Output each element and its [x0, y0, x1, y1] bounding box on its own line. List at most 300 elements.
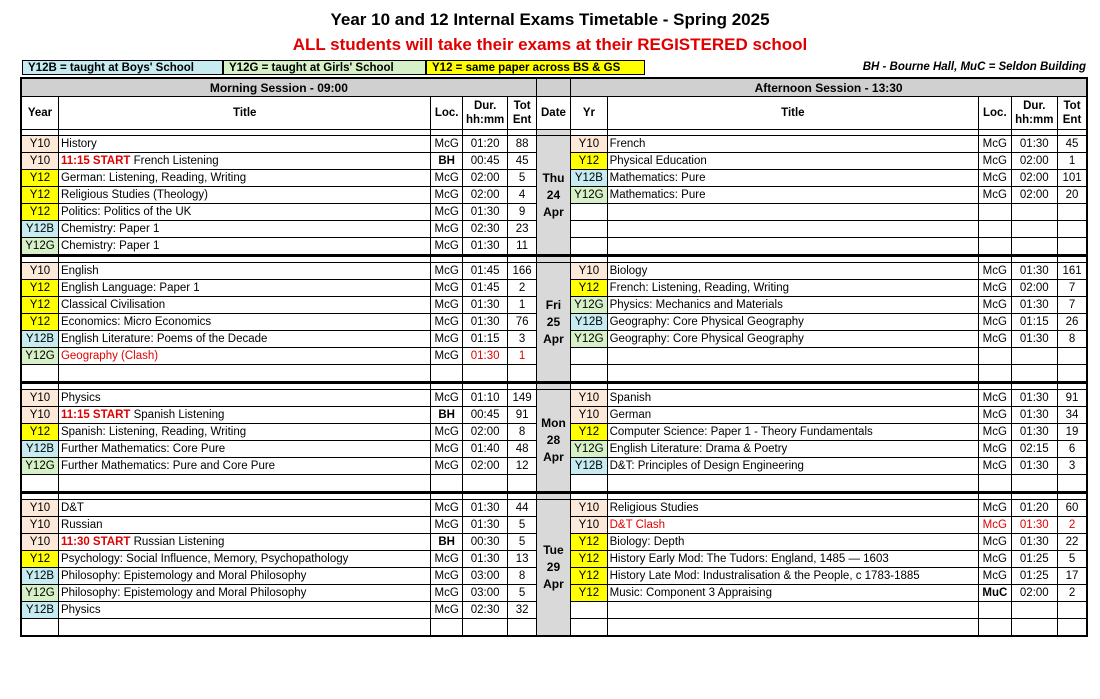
- am-location-cell: McG: [431, 424, 462, 441]
- pm-title-cell: Mathematics: Pure: [607, 187, 979, 204]
- am-title-text: Physics: [60, 392, 101, 404]
- pm-entries-cell: [1058, 602, 1087, 619]
- am-year-cell: Y12B: [21, 331, 58, 348]
- pm-duration-cell: 01:30: [1011, 458, 1058, 475]
- pm-location-cell: McG: [979, 458, 1011, 475]
- pm-title-cell: [607, 348, 979, 365]
- header-pm-loc: Loc.: [979, 97, 1011, 130]
- pm-duration-cell: [1011, 619, 1058, 637]
- pm-title-cell: Physical Education: [607, 153, 979, 170]
- am-duration-cell: [462, 365, 508, 383]
- pm-year-cell: Y12: [571, 568, 607, 585]
- am-title-cell: [58, 204, 431, 221]
- am-entries-cell: 4: [508, 187, 536, 204]
- column-header-row: [21, 97, 1087, 130]
- pm-entries-cell: 101: [1058, 170, 1087, 187]
- am-entries-cell: 45: [508, 153, 536, 170]
- am-duration-cell: 01:30: [462, 500, 508, 517]
- gap-cell: [536, 493, 570, 500]
- am-year-cell: Y10: [21, 390, 58, 407]
- pm-title-cell: [607, 204, 979, 221]
- gap-cell: [58, 256, 431, 263]
- am-title-text: Philosophy: Epistemology and Moral Philosophy: [60, 587, 307, 599]
- start-time-note: 11:15 START: [60, 155, 131, 167]
- am-entries-cell: 5: [508, 534, 536, 551]
- am-year-cell: Y12G: [21, 348, 58, 365]
- am-duration-cell: 01:45: [462, 280, 508, 297]
- pm-year-cell: [571, 619, 607, 637]
- am-year-cell: Y12B: [21, 602, 58, 619]
- morning-session-label: Morning Session - 09:00: [21, 78, 536, 97]
- am-title-text: Politics: Politics of the UK: [60, 206, 192, 218]
- pm-duration-cell: 01:30: [1011, 331, 1058, 348]
- pm-title-cell: English Literature: Drama & Poetry: [607, 441, 979, 458]
- am-year-cell: Y12: [21, 280, 58, 297]
- exam-row: [21, 136, 1087, 153]
- am-year-cell: Y10: [21, 407, 58, 424]
- am-duration-cell: 02:00: [462, 187, 508, 204]
- am-location-cell: McG: [431, 500, 462, 517]
- pm-title-cell: Biology: [607, 263, 979, 280]
- pm-year-cell: Y10: [571, 263, 607, 280]
- gap-cell: [1011, 493, 1058, 500]
- am-entries-cell: 8: [508, 568, 536, 585]
- pm-location-cell: [979, 221, 1011, 238]
- gap-cell: [508, 383, 536, 390]
- header-pm-dur: Dur. hh:mm: [1011, 97, 1058, 130]
- am-title-text: D&T: [60, 502, 84, 514]
- am-entries-cell: 88: [508, 136, 536, 153]
- am-location-cell: [431, 365, 462, 383]
- am-title-cell: [58, 390, 431, 407]
- am-title-text: French Listening: [130, 155, 219, 167]
- am-title-cell: [58, 551, 431, 568]
- pm-location-cell: [979, 238, 1011, 256]
- pm-year-cell: Y12G: [571, 441, 607, 458]
- pm-location-cell: McG: [979, 170, 1011, 187]
- pm-location-cell: [979, 204, 1011, 221]
- pm-duration-cell: [1011, 238, 1058, 256]
- pm-location-cell: McG: [979, 568, 1011, 585]
- pm-duration-cell: 02:15: [1011, 441, 1058, 458]
- pm-year-cell: Y12B: [571, 170, 607, 187]
- am-title-cell: [58, 475, 431, 493]
- am-year-cell: Y12: [21, 424, 58, 441]
- am-location-cell: McG: [431, 568, 462, 585]
- pm-location-cell: McG: [979, 280, 1011, 297]
- am-year-cell: Y10: [21, 263, 58, 280]
- am-year-cell: Y10: [21, 153, 58, 170]
- pm-entries-cell: [1058, 221, 1087, 238]
- pm-duration-cell: 01:30: [1011, 534, 1058, 551]
- pm-title-cell: Physics: Mechanics and Materials: [607, 297, 979, 314]
- am-entries-cell: 5: [508, 170, 536, 187]
- am-location-cell: McG: [431, 297, 462, 314]
- am-title-cell: [58, 187, 431, 204]
- legend-y12g: Y12G = taught at Girls' School: [223, 60, 426, 75]
- pm-title-cell: [607, 619, 979, 637]
- pm-entries-cell: [1058, 365, 1087, 383]
- pm-duration-cell: 01:30: [1011, 424, 1058, 441]
- pm-title-cell: Spanish: [607, 390, 979, 407]
- pm-duration-cell: 02:00: [1011, 585, 1058, 602]
- pm-location-cell: McG: [979, 187, 1011, 204]
- am-title-cell: [58, 619, 431, 637]
- am-title-cell: [58, 280, 431, 297]
- am-location-cell: McG: [431, 170, 462, 187]
- pm-year-cell: [571, 221, 607, 238]
- gap-cell: [21, 493, 58, 500]
- am-duration-cell: 01:30: [462, 297, 508, 314]
- pm-entries-cell: [1058, 348, 1087, 365]
- gap-cell: [508, 493, 536, 500]
- am-year-cell: Y12G: [21, 238, 58, 256]
- gap-cell: [1011, 383, 1058, 390]
- pm-duration-cell: 01:30: [1011, 136, 1058, 153]
- pm-year-cell: Y12B: [571, 314, 607, 331]
- am-year-cell: Y10: [21, 517, 58, 534]
- pm-title-cell: [607, 221, 979, 238]
- pm-entries-cell: [1058, 619, 1087, 637]
- am-title-text: Further Mathematics: Core Pure: [60, 443, 226, 455]
- am-location-cell: McG: [431, 314, 462, 331]
- am-title-text: Economics: Micro Economics: [60, 316, 212, 328]
- pm-year-cell: Y12: [571, 424, 607, 441]
- pm-location-cell: [979, 475, 1011, 493]
- am-title-text: English: [60, 265, 99, 277]
- pm-entries-cell: 22: [1058, 534, 1087, 551]
- am-year-cell: Y10: [21, 500, 58, 517]
- pm-location-cell: McG: [979, 407, 1011, 424]
- am-entries-cell: 149: [508, 390, 536, 407]
- pm-entries-cell: 8: [1058, 331, 1087, 348]
- header-pm-tot: Tot Ent: [1058, 97, 1087, 130]
- pm-year-cell: Y10: [571, 407, 607, 424]
- am-duration-cell: 02:30: [462, 602, 508, 619]
- am-duration-cell: 01:30: [462, 348, 508, 365]
- pm-duration-cell: [1011, 475, 1058, 493]
- pm-title-cell: Biology: Depth: [607, 534, 979, 551]
- pm-entries-cell: 26: [1058, 314, 1087, 331]
- pm-title-cell: D&T: Principles of Design Engineering: [607, 458, 979, 475]
- pm-location-cell: [979, 348, 1011, 365]
- pm-entries-cell: 34: [1058, 407, 1087, 424]
- am-duration-cell: 01:30: [462, 238, 508, 256]
- exam-row: [21, 500, 1087, 517]
- am-year-cell: Y12G: [21, 585, 58, 602]
- am-title-text: English Literature: Poems of the Decade: [60, 333, 268, 345]
- am-duration-cell: 02:00: [462, 424, 508, 441]
- am-duration-cell: 01:15: [462, 331, 508, 348]
- pm-entries-cell: 5: [1058, 551, 1087, 568]
- am-duration-cell: 03:00: [462, 568, 508, 585]
- am-year-cell: [21, 365, 58, 383]
- am-title-cell: [58, 568, 431, 585]
- am-title-text: Chemistry: Paper 1: [60, 240, 160, 252]
- pm-location-cell: McG: [979, 314, 1011, 331]
- am-entries-cell: [508, 365, 536, 383]
- header-am-loc: Loc.: [431, 97, 462, 130]
- page-subtitle: ALL students will take their exams at their REGISTERED school: [292, 35, 808, 54]
- am-title-text: Chemistry: Paper 1: [60, 223, 160, 235]
- pm-duration-cell: 01:30: [1011, 263, 1058, 280]
- pm-duration-cell: 01:25: [1011, 568, 1058, 585]
- am-year-cell: Y12B: [21, 221, 58, 238]
- am-title-cell: [58, 314, 431, 331]
- am-location-cell: McG: [431, 263, 462, 280]
- pm-duration-cell: 01:20: [1011, 500, 1058, 517]
- am-year-cell: [21, 619, 58, 637]
- am-title-text: Spanish Listening: [130, 409, 225, 421]
- day-gap-row: [21, 256, 1087, 263]
- pm-duration-cell: [1011, 348, 1058, 365]
- am-entries-cell: 5: [508, 585, 536, 602]
- am-location-cell: McG: [431, 602, 462, 619]
- pm-location-cell: McG: [979, 551, 1011, 568]
- pm-entries-cell: 60: [1058, 500, 1087, 517]
- pm-entries-cell: 2: [1058, 585, 1087, 602]
- am-title-text: Physics: [60, 604, 101, 616]
- pm-entries-cell: 3: [1058, 458, 1087, 475]
- pm-year-cell: [571, 348, 607, 365]
- pm-entries-cell: 7: [1058, 297, 1087, 314]
- pm-location-cell: McG: [979, 534, 1011, 551]
- gap-cell: [571, 493, 607, 500]
- pm-title-cell: [607, 475, 979, 493]
- header-am-year: Year: [21, 97, 58, 130]
- pm-entries-cell: [1058, 204, 1087, 221]
- exam-row: [21, 390, 1087, 407]
- pm-title-cell: History Late Mod: Industralisation & the People, c 1783-1885: [607, 568, 979, 585]
- am-location-cell: BH: [431, 153, 462, 170]
- pm-year-cell: [571, 238, 607, 256]
- pm-location-cell: McG: [979, 263, 1011, 280]
- am-title-cell: [58, 365, 431, 383]
- am-location-cell: McG: [431, 390, 462, 407]
- am-year-cell: Y10: [21, 136, 58, 153]
- am-location-cell: McG: [431, 458, 462, 475]
- header-am-dur: Dur. hh:mm: [462, 97, 508, 130]
- am-title-cell: [58, 348, 431, 365]
- am-entries-cell: 44: [508, 500, 536, 517]
- pm-title-cell: French: Listening, Reading, Writing: [607, 280, 979, 297]
- pm-location-cell: McG: [979, 153, 1011, 170]
- day-gap-row: [21, 493, 1087, 500]
- am-entries-cell: 11: [508, 238, 536, 256]
- am-duration-cell: 01:30: [462, 551, 508, 568]
- day-gap-row: [21, 383, 1087, 390]
- pm-duration-cell: [1011, 365, 1058, 383]
- am-location-cell: McG: [431, 441, 462, 458]
- pm-entries-cell: 20: [1058, 187, 1087, 204]
- am-year-cell: Y12: [21, 170, 58, 187]
- pm-title-cell: French: [607, 136, 979, 153]
- am-year-cell: Y12B: [21, 441, 58, 458]
- am-entries-cell: 91: [508, 407, 536, 424]
- am-title-text: Russian: [60, 519, 103, 531]
- pm-entries-cell: 2: [1058, 517, 1087, 534]
- am-title-cell: [58, 221, 431, 238]
- am-location-cell: McG: [431, 517, 462, 534]
- am-title-text: Religious Studies (Theology): [60, 189, 208, 201]
- am-location-cell: McG: [431, 238, 462, 256]
- pm-entries-cell: 161: [1058, 263, 1087, 280]
- pm-title-cell: Geography: Core Physical Geography: [607, 331, 979, 348]
- pm-location-cell: McG: [979, 441, 1011, 458]
- pm-year-cell: Y10: [571, 517, 607, 534]
- legend-y12: Y12 = same paper across BS & GS: [426, 60, 645, 75]
- am-location-cell: BH: [431, 534, 462, 551]
- am-duration-cell: 00:45: [462, 153, 508, 170]
- pm-duration-cell: 01:30: [1011, 517, 1058, 534]
- am-title-text: Philosophy: Epistemology and Moral Philosophy: [60, 570, 307, 582]
- pm-year-cell: [571, 204, 607, 221]
- pm-year-cell: Y12: [571, 280, 607, 297]
- am-year-cell: Y12: [21, 551, 58, 568]
- am-duration-cell: 03:00: [462, 585, 508, 602]
- pm-location-cell: McG: [979, 390, 1011, 407]
- gap-cell: [462, 493, 508, 500]
- exam-row: [21, 263, 1087, 280]
- start-time-note: 11:30 START: [60, 536, 131, 548]
- gap-cell: [431, 493, 462, 500]
- am-title-cell: [58, 500, 431, 517]
- am-title-text: English Language: Paper 1: [60, 282, 200, 294]
- gap-cell: [1011, 256, 1058, 263]
- am-title-text: German: Listening, Reading, Writing: [60, 172, 247, 184]
- am-entries-cell: 3: [508, 331, 536, 348]
- date-cell: Thu 24 Apr: [536, 136, 570, 256]
- gap-cell: [1058, 493, 1087, 500]
- session-spacer: [536, 78, 570, 97]
- gap-cell: [607, 256, 979, 263]
- pm-title-cell: History Early Mod: The Tudors: England, 1485 — 1603: [607, 551, 979, 568]
- am-duration-cell: 01:10: [462, 390, 508, 407]
- am-entries-cell: 1: [508, 297, 536, 314]
- am-duration-cell: 01:30: [462, 517, 508, 534]
- gap-cell: [58, 493, 431, 500]
- am-title-cell: [58, 170, 431, 187]
- gap-cell: [571, 256, 607, 263]
- am-title-cell: [58, 136, 431, 153]
- pm-location-cell: McG: [979, 331, 1011, 348]
- am-location-cell: McG: [431, 331, 462, 348]
- am-duration-cell: 01:45: [462, 263, 508, 280]
- am-duration-cell: 00:30: [462, 534, 508, 551]
- pm-entries-cell: [1058, 238, 1087, 256]
- pm-entries-cell: 6: [1058, 441, 1087, 458]
- am-entries-cell: 13: [508, 551, 536, 568]
- pm-title-cell: Music: Component 3 Appraising: [607, 585, 979, 602]
- am-duration-cell: 02:00: [462, 458, 508, 475]
- am-entries-cell: 5: [508, 517, 536, 534]
- am-title-cell: [58, 407, 431, 424]
- am-entries-cell: 2: [508, 280, 536, 297]
- header-date: Date: [536, 97, 570, 130]
- am-title-cell: [58, 602, 431, 619]
- am-entries-cell: 9: [508, 204, 536, 221]
- am-title-cell: [58, 331, 431, 348]
- gap-cell: [536, 383, 570, 390]
- am-entries-cell: 166: [508, 263, 536, 280]
- gap-cell: [607, 383, 979, 390]
- am-title-text: Classical Civilisation: [60, 299, 166, 311]
- header-am-tot: Tot Ent: [508, 97, 536, 130]
- header-pm-year: Yr: [571, 97, 607, 130]
- pm-year-cell: Y10: [571, 136, 607, 153]
- pm-duration-cell: 01:30: [1011, 297, 1058, 314]
- pm-entries-cell: 19: [1058, 424, 1087, 441]
- am-duration-cell: 02:30: [462, 221, 508, 238]
- am-location-cell: McG: [431, 585, 462, 602]
- gap-cell: [1058, 383, 1087, 390]
- am-title-cell: [58, 441, 431, 458]
- header-am-title: Title: [58, 97, 431, 130]
- date-cell: Tue 29 Apr: [536, 500, 570, 637]
- pm-title-cell: German: [607, 407, 979, 424]
- pm-duration-cell: 02:00: [1011, 187, 1058, 204]
- pm-duration-cell: 02:00: [1011, 280, 1058, 297]
- pm-location-cell: McG: [979, 297, 1011, 314]
- pm-title-cell: [607, 238, 979, 256]
- am-duration-cell: 01:30: [462, 314, 508, 331]
- gap-cell: [979, 383, 1011, 390]
- pm-entries-cell: 45: [1058, 136, 1087, 153]
- am-location-cell: McG: [431, 551, 462, 568]
- am-entries-cell: [508, 619, 536, 637]
- pm-location-cell: MuC: [979, 585, 1011, 602]
- am-title-text: Geography (Clash): [60, 350, 159, 362]
- pm-title-cell: [607, 365, 979, 383]
- afternoon-session-label: Afternoon Session - 13:30: [571, 78, 1087, 97]
- gap-cell: [979, 256, 1011, 263]
- pm-duration-cell: 01:30: [1011, 390, 1058, 407]
- pm-title-cell: Computer Science: Paper 1 - Theory Fundamentals: [607, 424, 979, 441]
- pm-year-cell: Y12B: [571, 458, 607, 475]
- pm-year-cell: Y12: [571, 153, 607, 170]
- pm-location-cell: McG: [979, 136, 1011, 153]
- am-year-cell: Y12B: [21, 568, 58, 585]
- am-duration-cell: [462, 475, 508, 493]
- start-time-note: 11:15 START: [60, 409, 131, 421]
- pm-year-cell: [571, 365, 607, 383]
- am-title-cell: [58, 534, 431, 551]
- am-entries-cell: 8: [508, 424, 536, 441]
- pm-location-cell: [979, 619, 1011, 637]
- am-year-cell: Y12: [21, 204, 58, 221]
- pm-year-cell: Y12: [571, 585, 607, 602]
- gap-cell: [571, 383, 607, 390]
- date-cell: Mon 28 Apr: [536, 390, 570, 493]
- am-title-text: Further Mathematics: Pure and Core Pure: [60, 460, 276, 472]
- am-title-cell: [58, 585, 431, 602]
- pm-year-cell: Y12G: [571, 187, 607, 204]
- am-entries-cell: 48: [508, 441, 536, 458]
- exam-timetable: [20, 77, 1088, 637]
- pm-duration-cell: 02:00: [1011, 170, 1058, 187]
- pm-year-cell: Y12: [571, 534, 607, 551]
- pm-year-cell: [571, 475, 607, 493]
- am-location-cell: [431, 475, 462, 493]
- pm-title-cell: D&T Clash: [607, 517, 979, 534]
- pm-entries-cell: 17: [1058, 568, 1087, 585]
- page-title: Year 10 and 12 Internal Exams Timetable - Spring 2025: [330, 10, 770, 29]
- pm-duration-cell: 01:25: [1011, 551, 1058, 568]
- pm-entries-cell: 7: [1058, 280, 1087, 297]
- pm-year-cell: Y12G: [571, 331, 607, 348]
- am-location-cell: McG: [431, 280, 462, 297]
- am-location-cell: McG: [431, 187, 462, 204]
